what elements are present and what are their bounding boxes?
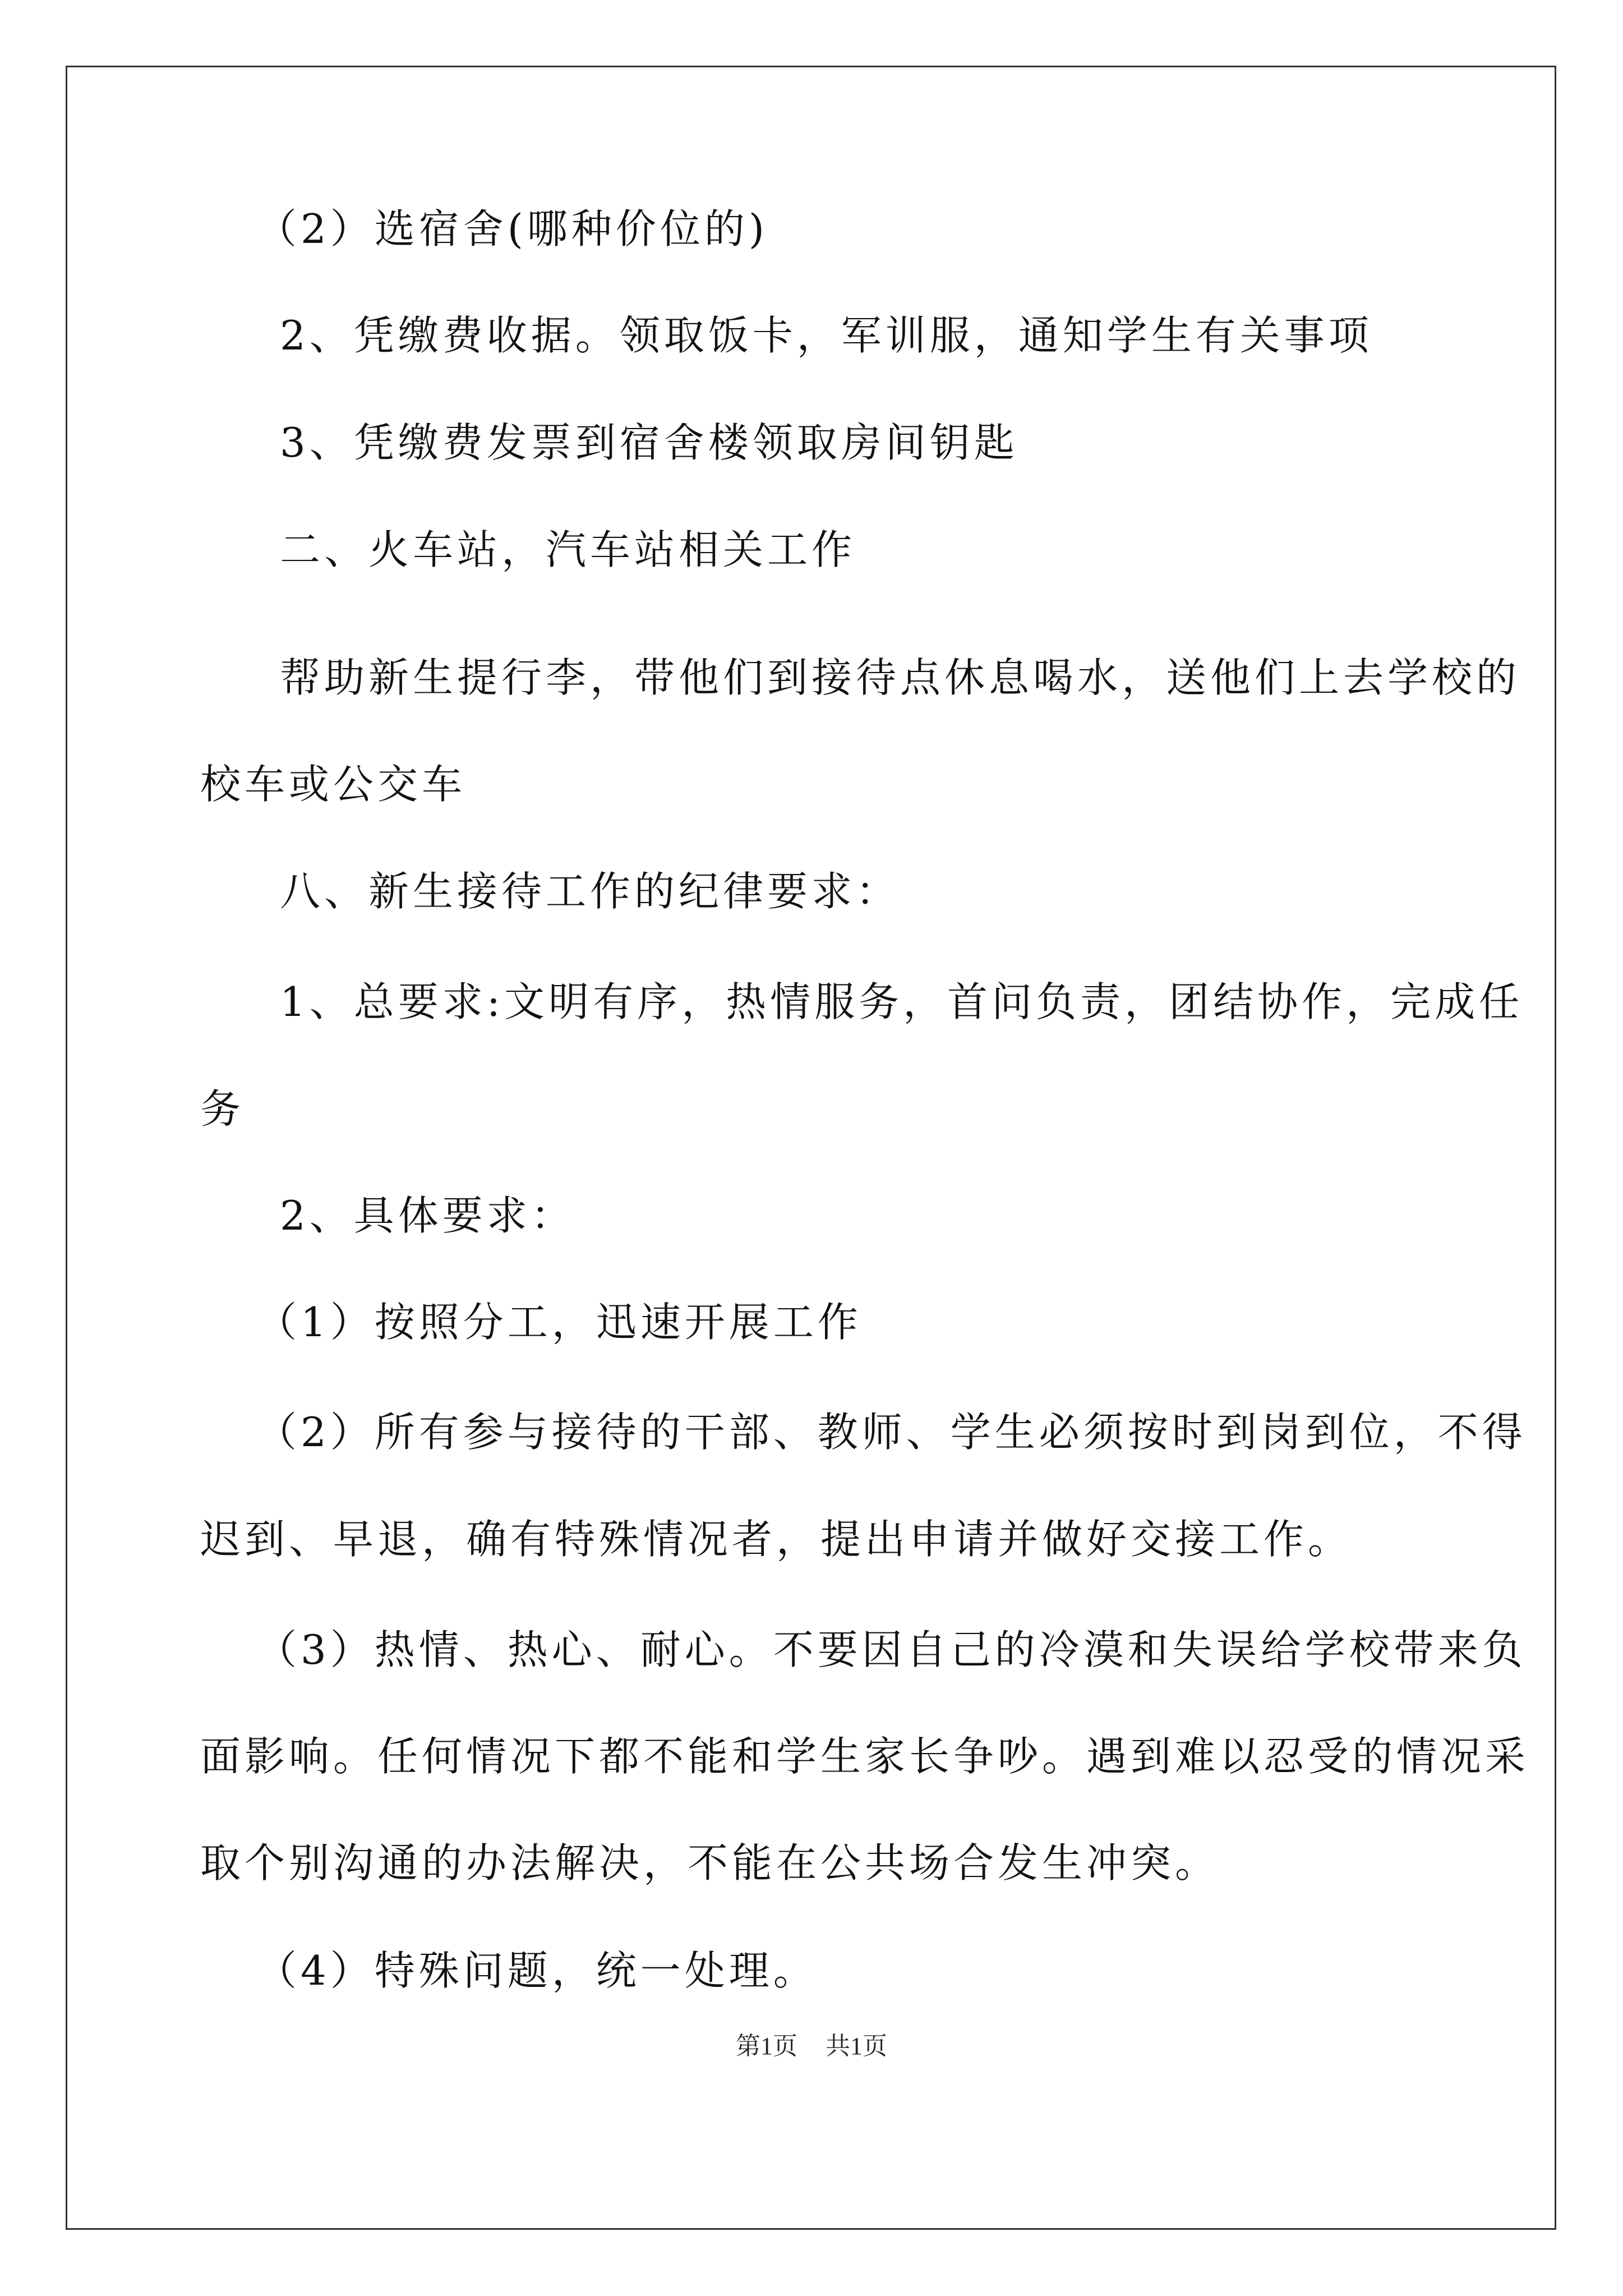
- text-line: 3、凭缴费发票到宿舍楼领取房间钥匙: [280, 419, 1018, 466]
- text-line: 迟到、早退，确有特殊情况者，提出申请并做好交接工作。: [200, 1516, 1353, 1563]
- section-heading: 二、火车站，汽车站相关工作: [280, 526, 856, 573]
- text-line: 1、总要求:文明有序，热情服务，首问负责，团结协作，完成任: [280, 978, 1524, 1025]
- text-line: 面影响。任何情况下都不能和学生家长争吵。遇到难以忍受的情况采: [200, 1733, 1530, 1780]
- text-line: （2）选宿舍(哪种价位的): [256, 205, 768, 252]
- text-line: 校车或公交车: [200, 761, 467, 808]
- text-line: 务: [200, 1085, 245, 1133]
- text-line: 取个别沟通的办法解决，不能在公共场合发生冲突。: [200, 1839, 1220, 1887]
- page-number-total: 共1页: [826, 2032, 887, 2060]
- text-line: 2、凭缴费收据。领取饭卡，军训服，通知学生有关事项: [280, 312, 1373, 359]
- text-line: （3）热情、热心、耐心。不要因自己的冷漠和失误给学校带来负: [256, 1626, 1527, 1673]
- page-border: [66, 66, 1556, 2230]
- text-line: （1）按照分工，迅速开展工作: [256, 1299, 862, 1346]
- text-line: （2）所有参与接待的干部、教师、学生必须按时到岗到位，不得: [256, 1409, 1527, 1456]
- section-heading: 八、新生接待工作的纪律要求：: [280, 868, 901, 915]
- page-number-current: 第1页: [736, 2032, 797, 2060]
- page-footer: [0, 2030, 1623, 2063]
- text-line: （4）特殊问题，统一处理。: [256, 1947, 818, 1994]
- text-line: 帮助新生提行李，带他们到接待点休息喝水，送他们上去学校的: [280, 654, 1521, 701]
- text-line: 2、具体要求：: [280, 1192, 575, 1239]
